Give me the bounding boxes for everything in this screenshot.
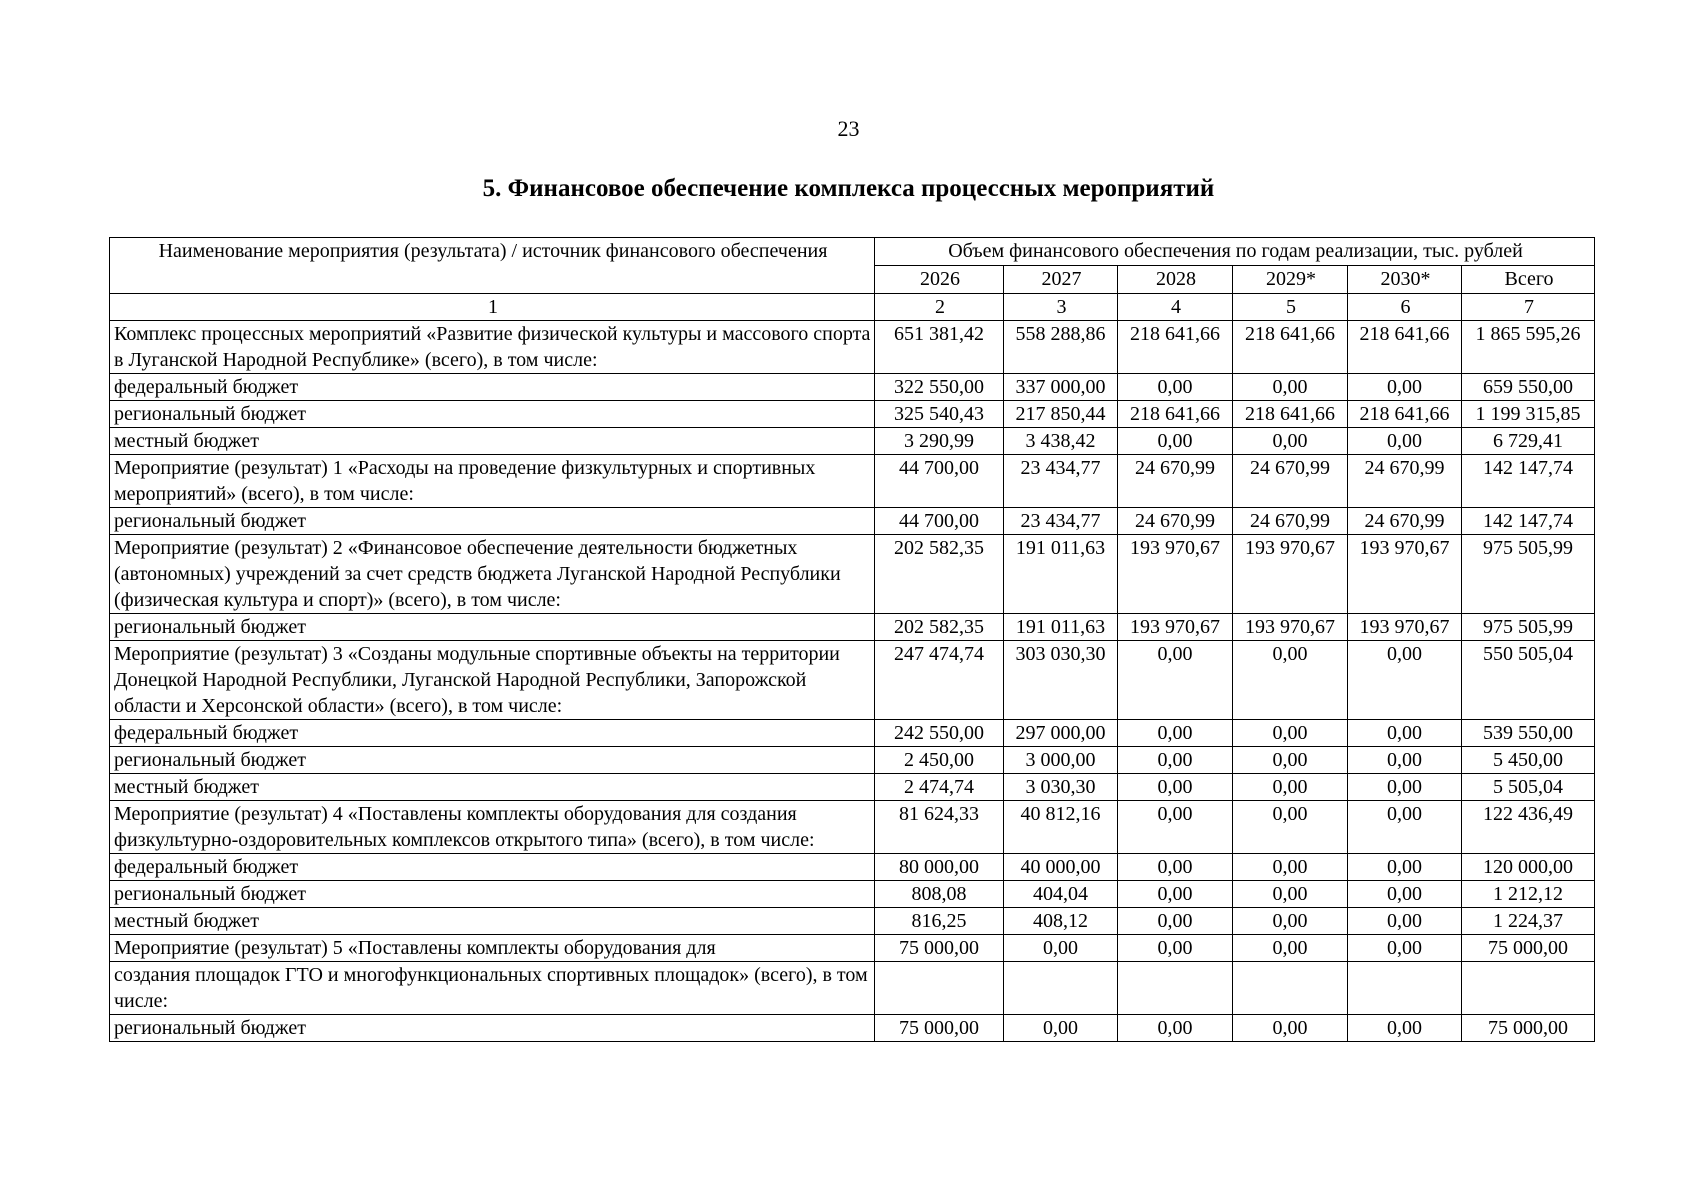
row-value: 0,00	[1233, 935, 1348, 962]
row-value	[875, 962, 1004, 1015]
row-value: 558 288,86	[1004, 321, 1118, 374]
table-row	[110, 401, 1595, 428]
table-row	[110, 962, 1595, 1015]
row-value: 24 670,99	[1118, 508, 1233, 535]
row-value: 337 000,00	[1004, 374, 1118, 401]
row-name: Мероприятие (результат) 1 «Расходы на проведение физкультурных и спортивных мероприятий» (всего), в том числе:	[110, 455, 875, 508]
row-value: 75 000,00	[875, 935, 1004, 962]
row-name: местный бюджет	[110, 908, 875, 935]
table-row	[110, 1015, 1595, 1042]
row-total: 1 199 315,85	[1462, 401, 1595, 428]
row-value: 75 000,00	[875, 1015, 1004, 1042]
name-column-header: Наименование мероприятия (результата) / источник финансового обеспечения	[110, 238, 875, 294]
row-value: 218 641,66	[1348, 401, 1462, 428]
column-number: 4	[1118, 294, 1233, 321]
row-name: региональный бюджет	[110, 508, 875, 535]
row-value: 193 970,67	[1118, 614, 1233, 641]
row-value: 0,00	[1348, 774, 1462, 801]
row-value: 0,00	[1348, 854, 1462, 881]
row-value: 24 670,99	[1348, 508, 1462, 535]
row-name: местный бюджет	[110, 428, 875, 455]
row-value: 80 000,00	[875, 854, 1004, 881]
table-row	[110, 881, 1595, 908]
row-value: 40 812,16	[1004, 801, 1118, 854]
financing-table	[109, 237, 1595, 1042]
row-name: создания площадок ГТО и многофункциональных спортивных площадок» (всего), в том числе:	[110, 962, 875, 1015]
row-total: 659 550,00	[1462, 374, 1595, 401]
row-value: 0,00	[1348, 374, 1462, 401]
row-name: федеральный бюджет	[110, 854, 875, 881]
row-value: 0,00	[1004, 1015, 1118, 1042]
row-value: 202 582,35	[875, 535, 1004, 614]
row-value: 808,08	[875, 881, 1004, 908]
row-value: 0,00	[1118, 801, 1233, 854]
row-name: региональный бюджет	[110, 747, 875, 774]
row-value: 0,00	[1118, 374, 1233, 401]
row-value: 242 550,00	[875, 720, 1004, 747]
row-value	[1233, 962, 1348, 1015]
row-name: региональный бюджет	[110, 401, 875, 428]
row-name: федеральный бюджет	[110, 720, 875, 747]
year-header: 2027	[1004, 266, 1118, 294]
row-total: 75 000,00	[1462, 935, 1595, 962]
row-total: 120 000,00	[1462, 854, 1595, 881]
row-total: 122 436,49	[1462, 801, 1595, 854]
table-row	[110, 614, 1595, 641]
row-total: 550 505,04	[1462, 641, 1595, 720]
row-value: 0,00	[1118, 747, 1233, 774]
row-value	[1348, 962, 1462, 1015]
row-value: 218 641,66	[1118, 321, 1233, 374]
table-row	[110, 428, 1595, 455]
table-row	[110, 535, 1595, 614]
table-body	[110, 321, 1595, 1042]
row-value: 0,00	[1233, 854, 1348, 881]
column-number: 3	[1004, 294, 1118, 321]
row-value: 408,12	[1004, 908, 1118, 935]
row-value: 191 011,63	[1004, 614, 1118, 641]
row-value: 0,00	[1348, 641, 1462, 720]
row-value: 81 624,33	[875, 801, 1004, 854]
row-value: 44 700,00	[875, 455, 1004, 508]
row-value: 322 550,00	[875, 374, 1004, 401]
row-value: 24 670,99	[1118, 455, 1233, 508]
row-value: 193 970,67	[1118, 535, 1233, 614]
row-value: 24 670,99	[1233, 508, 1348, 535]
column-number: 2	[875, 294, 1004, 321]
row-value: 0,00	[1348, 1015, 1462, 1042]
row-value: 218 641,66	[1348, 321, 1462, 374]
row-value: 193 970,67	[1348, 614, 1462, 641]
row-name: Комплекс процессных мероприятий «Развитие физической культуры и массового спорта в Луганской Народной Республике» (всего), в том числе:	[110, 321, 875, 374]
row-value: 0,00	[1233, 747, 1348, 774]
table-row	[110, 935, 1595, 962]
table-row	[110, 801, 1595, 854]
row-value: 651 381,42	[875, 321, 1004, 374]
row-value: 23 434,77	[1004, 508, 1118, 535]
row-name: Мероприятие (результат) 4 «Поставлены комплекты оборудования для создания физкультурно-оздоровительных комплексов открытого типа» (всего), в том числе:	[110, 801, 875, 854]
row-name: федеральный бюджет	[110, 374, 875, 401]
row-value	[1118, 962, 1233, 1015]
row-value: 0,00	[1233, 801, 1348, 854]
row-value: 218 641,66	[1233, 321, 1348, 374]
row-total: 1 212,12	[1462, 881, 1595, 908]
row-value: 0,00	[1118, 720, 1233, 747]
column-number: 6	[1348, 294, 1462, 321]
row-value: 0,00	[1233, 1015, 1348, 1042]
year-header: 2028	[1118, 266, 1233, 294]
row-value: 3 030,30	[1004, 774, 1118, 801]
row-value: 0,00	[1233, 720, 1348, 747]
row-value: 0,00	[1118, 854, 1233, 881]
row-name: Мероприятие (результат) 3 «Созданы модульные спортивные объекты на территории Донецкой Народной Республики, Луганской Народной Республики, Запорожской области и Херсонской области» (всего), в том числе:	[110, 641, 875, 720]
row-value: 0,00	[1233, 908, 1348, 935]
row-value: 325 540,43	[875, 401, 1004, 428]
row-total: 1 865 595,26	[1462, 321, 1595, 374]
table-row	[110, 508, 1595, 535]
row-total: 5 505,04	[1462, 774, 1595, 801]
row-total: 142 147,74	[1462, 455, 1595, 508]
row-total: 75 000,00	[1462, 1015, 1595, 1042]
row-value: 3 000,00	[1004, 747, 1118, 774]
row-value: 404,04	[1004, 881, 1118, 908]
row-value: 0,00	[1118, 641, 1233, 720]
row-value: 218 641,66	[1233, 401, 1348, 428]
column-number: 5	[1233, 294, 1348, 321]
row-value: 193 970,67	[1348, 535, 1462, 614]
total-header: Всего	[1462, 266, 1595, 294]
row-value: 0,00	[1118, 428, 1233, 455]
row-value	[1004, 962, 1118, 1015]
table-row	[110, 455, 1595, 508]
column-number: 1	[110, 294, 875, 321]
row-name: региональный бюджет	[110, 614, 875, 641]
table-row	[110, 854, 1595, 881]
row-value: 0,00	[1118, 908, 1233, 935]
row-value: 0,00	[1118, 1015, 1233, 1042]
row-total: 975 505,99	[1462, 535, 1595, 614]
column-number: 7	[1462, 294, 1595, 321]
row-value: 0,00	[1348, 428, 1462, 455]
row-value: 0,00	[1348, 747, 1462, 774]
row-value: 218 641,66	[1118, 401, 1233, 428]
table-row	[110, 321, 1595, 374]
row-value: 0,00	[1233, 641, 1348, 720]
row-value: 0,00	[1233, 428, 1348, 455]
row-name: Мероприятие (результат) 5 «Поставлены комплекты оборудования для	[110, 935, 875, 962]
row-value: 3 438,42	[1004, 428, 1118, 455]
year-header: 2026	[875, 266, 1004, 294]
row-value: 247 474,74	[875, 641, 1004, 720]
table-row	[110, 374, 1595, 401]
row-value: 2 474,74	[875, 774, 1004, 801]
row-value: 3 290,99	[875, 428, 1004, 455]
row-value: 0,00	[1118, 881, 1233, 908]
row-name: Мероприятие (результат) 2 «Финансовое обеспечение деятельности бюджетных (автономных) учреждений за счет средств бюджета Луганской Народной Республики (физическая культура и спорт)» (всего), в том числе:	[110, 535, 875, 614]
row-value: 0,00	[1348, 908, 1462, 935]
document-title: 5. Финансовое обеспечение комплекса процессных мероприятий	[482, 175, 1215, 202]
row-value: 0,00	[1004, 935, 1118, 962]
row-value: 23 434,77	[1004, 455, 1118, 508]
row-value: 0,00	[1348, 720, 1462, 747]
row-total	[1462, 962, 1595, 1015]
row-name: региональный бюджет	[110, 1015, 875, 1042]
year-header: 2029*	[1233, 266, 1348, 294]
row-total: 5 450,00	[1462, 747, 1595, 774]
row-value: 0,00	[1348, 881, 1462, 908]
row-total: 6 729,41	[1462, 428, 1595, 455]
row-value: 0,00	[1233, 881, 1348, 908]
row-value: 0,00	[1118, 935, 1233, 962]
year-header: 2030*	[1348, 266, 1462, 294]
volume-column-header: Объем финансового обеспечения по годам реализации, тыс. рублей	[875, 238, 1595, 266]
row-value: 193 970,67	[1233, 614, 1348, 641]
row-value: 191 011,63	[1004, 535, 1118, 614]
row-value: 24 670,99	[1348, 455, 1462, 508]
page-number: 23	[837, 116, 860, 141]
row-value: 0,00	[1233, 374, 1348, 401]
row-name: местный бюджет	[110, 774, 875, 801]
row-value: 0,00	[1348, 935, 1462, 962]
row-value: 193 970,67	[1233, 535, 1348, 614]
table-row	[110, 747, 1595, 774]
row-value: 44 700,00	[875, 508, 1004, 535]
row-name: региональный бюджет	[110, 881, 875, 908]
row-value: 0,00	[1233, 774, 1348, 801]
row-value: 217 850,44	[1004, 401, 1118, 428]
row-value: 816,25	[875, 908, 1004, 935]
row-total: 975 505,99	[1462, 614, 1595, 641]
row-total: 1 224,37	[1462, 908, 1595, 935]
row-value: 0,00	[1348, 801, 1462, 854]
row-value: 202 582,35	[875, 614, 1004, 641]
row-value: 24 670,99	[1233, 455, 1348, 508]
row-value: 2 450,00	[875, 747, 1004, 774]
table-row	[110, 641, 1595, 720]
row-value: 0,00	[1118, 774, 1233, 801]
row-value: 297 000,00	[1004, 720, 1118, 747]
table-row	[110, 720, 1595, 747]
row-value: 303 030,30	[1004, 641, 1118, 720]
row-value: 40 000,00	[1004, 854, 1118, 881]
table-row	[110, 908, 1595, 935]
row-total: 539 550,00	[1462, 720, 1595, 747]
row-total: 142 147,74	[1462, 508, 1595, 535]
table-row	[110, 774, 1595, 801]
